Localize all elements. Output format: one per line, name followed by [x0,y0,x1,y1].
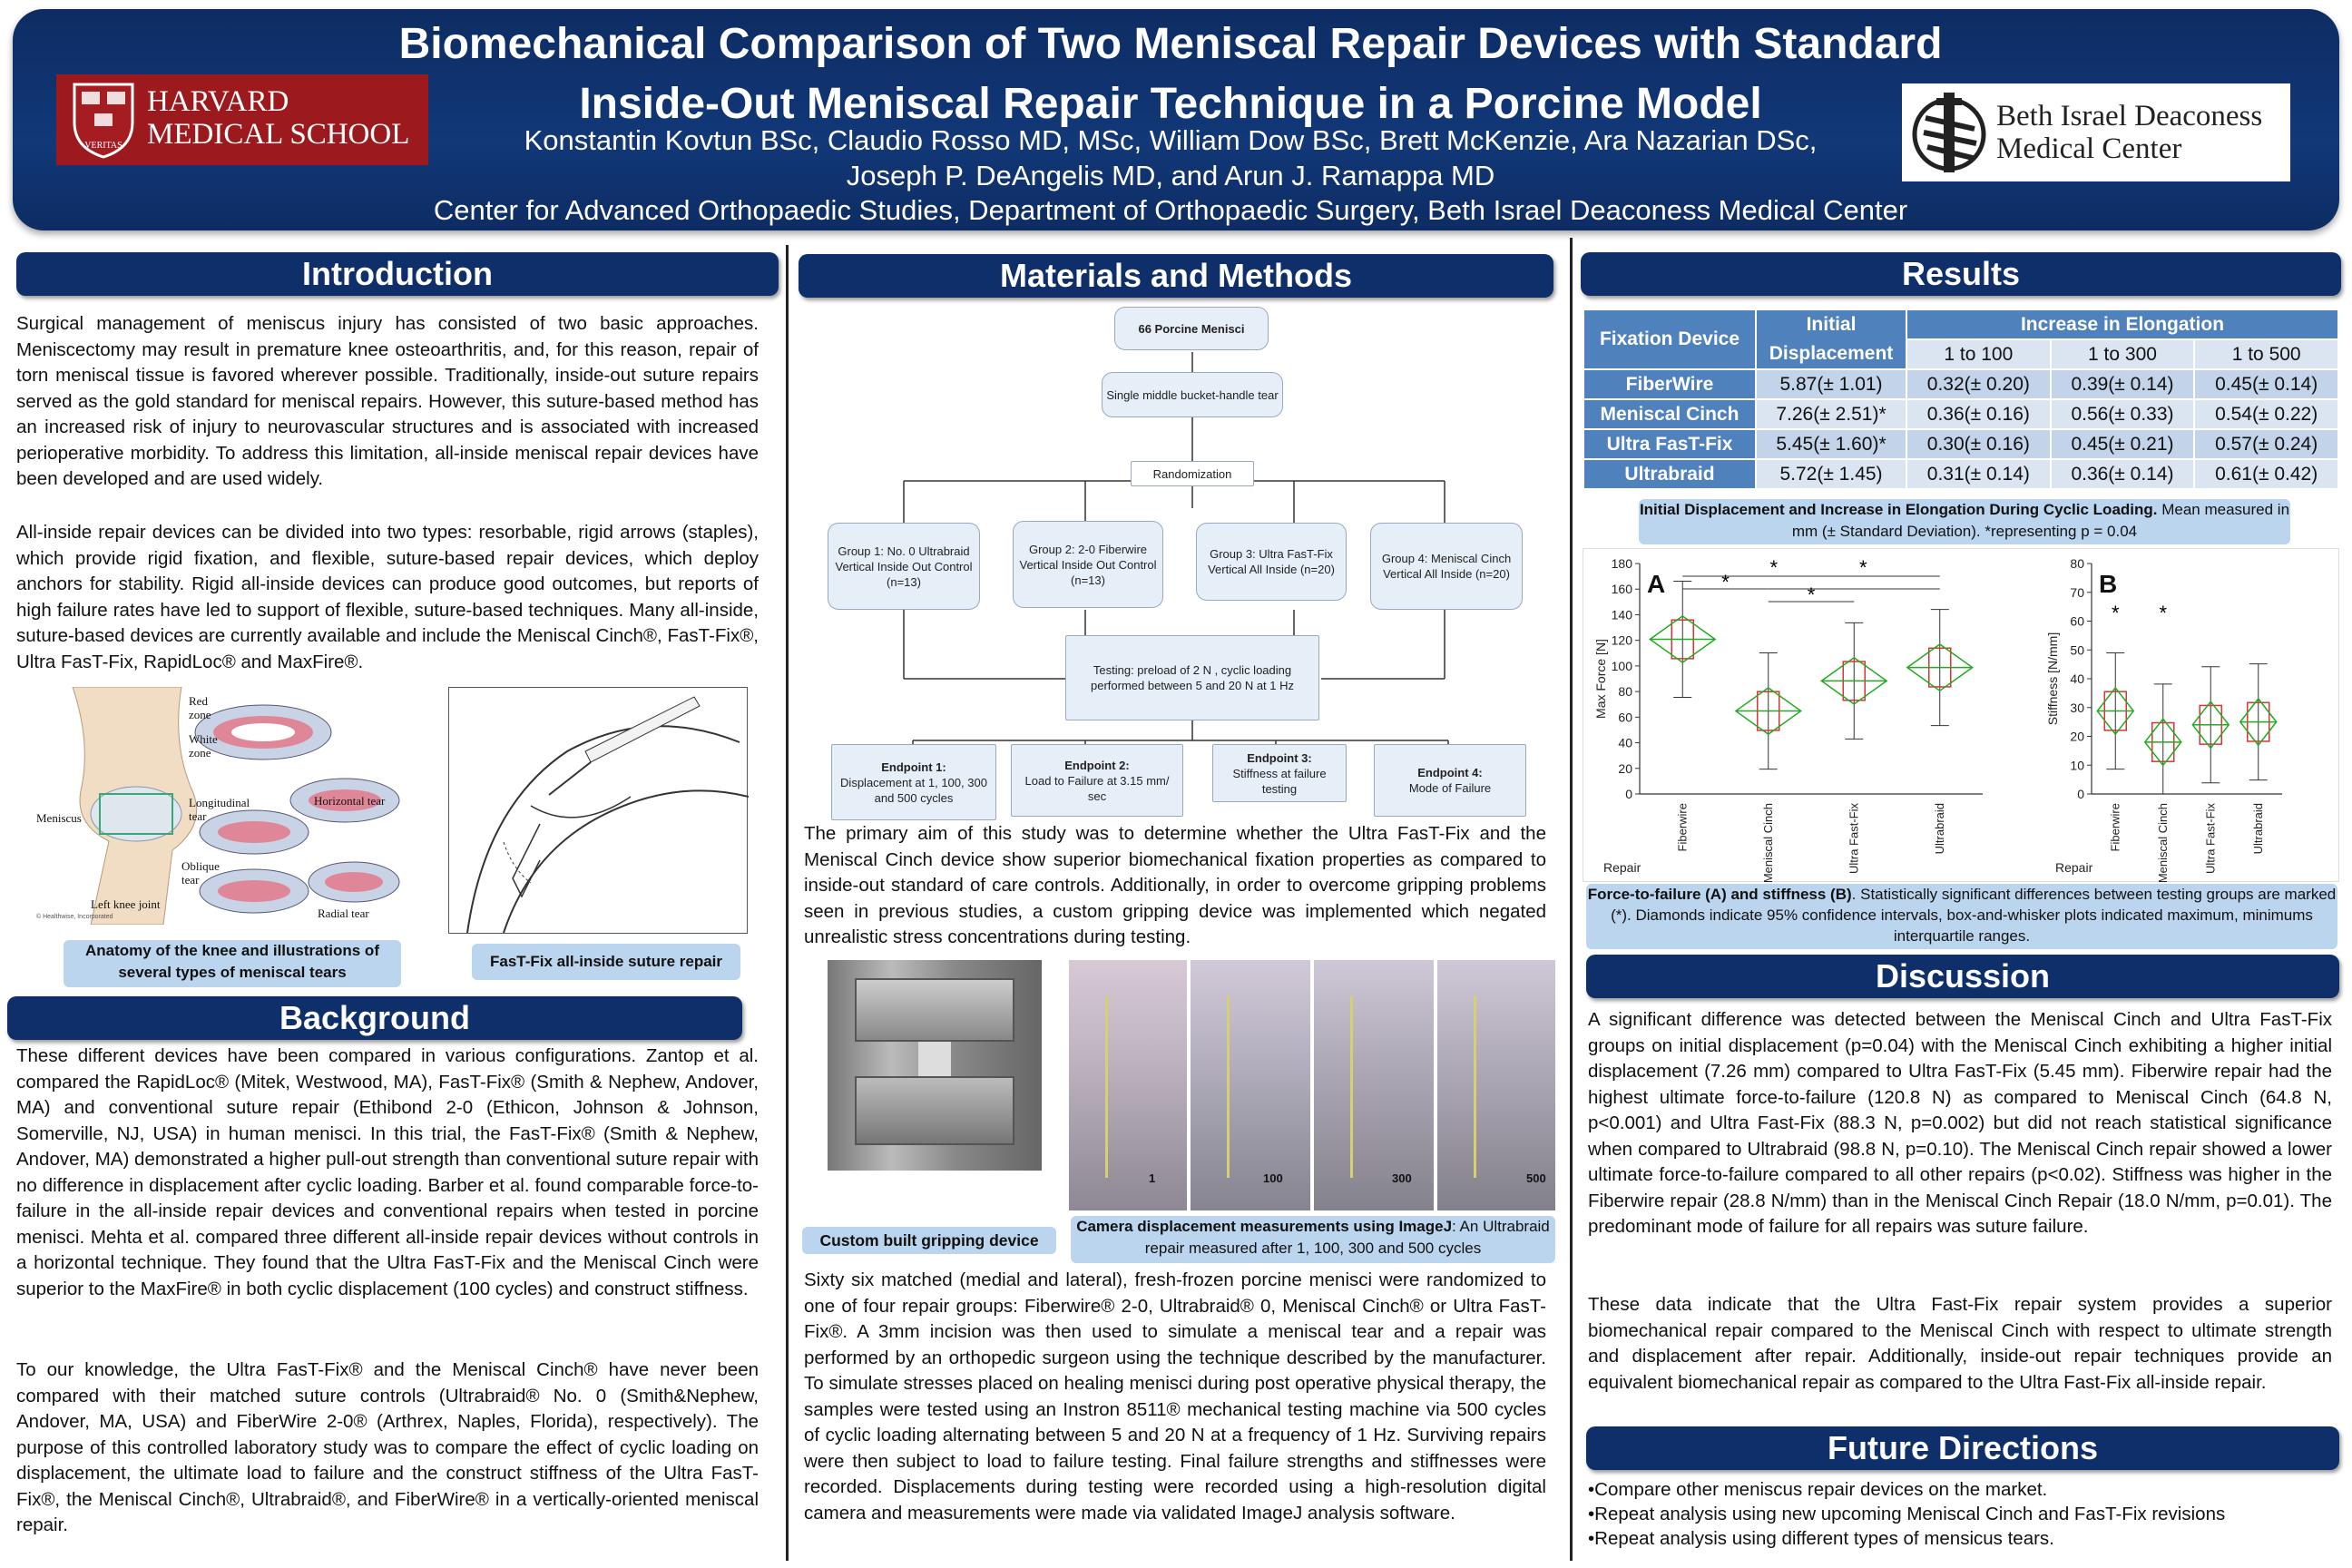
flow-endpoint3-box [1212,744,1347,802]
table-cell: 0.32(± 0.20) [1906,369,2051,399]
table-row [1583,459,2338,489]
significance-star: * [2111,602,2120,624]
table-cell: 0.57(± 0.24) [2194,429,2338,459]
x-tick-label: Ultrabraid [2250,803,2265,855]
flow-group2-box: Group 2: 2-0 Fiberwire Vertical Inside Out Control (n=13) [1013,521,1163,608]
knee-anatomy-figure [36,687,417,925]
camera-caption [1071,1216,1555,1263]
table-cell: 0.45(± 0.21) [2051,429,2195,459]
discussion-heading: Discussion [1586,955,2339,998]
label-white-zone: White zone [189,732,218,760]
camera-photo-label-1: 1 [1149,1171,1156,1185]
endpoint3-title: Endpoint 3: [1247,750,1312,765]
box-plot-charts [1583,549,2340,883]
panel-label: A [1647,570,1666,598]
x-tick-label: Ultra Fast-Fix [2203,803,2218,874]
endpoint4-title: Endpoint 4: [1417,766,1483,779]
chart-caption-bold: Force-to-failure (A) and stiffness (B) [1587,886,1852,903]
table-cell: 0.56(± 0.33) [2051,399,2195,429]
table-cell: 7.26(± 2.51)* [1756,399,1906,429]
gripping-device-caption: Custom built gripping device [802,1227,1056,1254]
y-tick-label: 40 [2070,671,2084,686]
background-paragraph-2: To our knowledge, the Ultra FasT-Fix® and the Meniscal Cinch® have never been compared with their matched suture controls (Ultrabraid® No. 0 (Smith&Nephew, Andover, MA, USA) and FiberWire 2-0® (Arthrex, Naples, Florida), respectively). The purpose of this controlled laboratory study was to compare the effect of cyclic loading on displacement, the ultimate load to failure and the construct stiffness of the Ultra FasT-Fix®, the Meniscal Cinch®, Ultrabraid®, and FiberWire® in a vertically-oriented meniscal repair. [16,1359,759,1535]
background-paragraph-1: These different devices have been compared in various configurations. Zantop et al. compared the RapidLoc® (Mitek, Westwood, MA), FasT-Fix® (Smith & Nephew, Andover, MA) and conventional suture repair (Ethibond 2-0 (Ethicon, Johnson & Johnson, Somerville, NJ, USA) in human menisci. In this trial, the FasT-Fix® (Smith & Nephew, Andover, MA) demonstrated a higher pull-out strength than conventional suture repair with no difference in displacement after cyclic loading. Barber et al. found comparable force-to-failure in the all-inside repair devices and conventional repairs when tested in porcine menisci. Mehta et al. compared three different all-inside repair devices without controls in a horizontal technique. They found that the Ultra FasT-Fix and the Meniscal Cinch were superior to the MaxFire® in both cyclic displacement (100 cycles) and construct stiffness. [16,1045,759,1299]
x-tick-label: Meniscal Cinch [2155,803,2170,883]
camera-photo-500 [1437,960,1555,1210]
bidmc-emblem-icon [1906,87,1993,178]
results-table-caption [1639,499,2290,544]
discussion-paragraph-2: These data indicate that the Ultra Fast-Fix repair system provides a superior biomechanical repair compared to the Meniscal Cinch with respect to ultimate strength and displacement after repair. Additionally, inside-out repair techniques provide an equivalent biomechanical repair as compared to the Ultra Fast-Fix all-inside repair. [1588,1294,2332,1393]
table-cell: 5.45(± 1.60)* [1756,429,1906,459]
table-cell: 0.39(± 0.14) [2051,369,2195,399]
table-row-label: FiberWire [1583,369,1756,399]
table-cell: 0.54(± 0.22) [2194,399,2338,429]
x-tick-label: Fiberwire [2108,803,2122,852]
flow-group3-box: Group 3: Ultra FasT-Fix Vertical All Inside (n=20) [1196,523,1347,601]
y-tick-label: 60 [1618,710,1632,725]
table-cell: 0.61(± 0.42) [2194,459,2338,489]
camera-photo-label-500: 500 [1526,1171,1546,1185]
table-row [1583,369,2338,399]
x-tick-label: Meniscal Cinch [1760,803,1775,883]
y-axis-label: Stiffness [N/mm] [2045,632,2060,726]
table-header-initial-2: Displacement [1756,339,1906,369]
table-caption-rest: Mean measured in mm (± Standard Deviation). *representing p = 0.04 [1791,501,2290,540]
table-subheader: 1 to 100 [1906,339,2051,369]
column-divider-left [786,245,789,1561]
x-tick-label: Ultrabraid [1932,803,1946,855]
results-table [1583,309,2339,490]
y-axis-label: Max Force [N] [1593,639,1608,719]
future-directions-heading: Future Directions [1586,1426,2339,1470]
y-tick-label: 180 [1611,556,1632,571]
table-cell: 5.87(± 1.01) [1756,369,1906,399]
chart-caption-rest: . Statistically significant differences between testing groups are marked (*). Diamonds indicate 95% confidence intervals, box-and-whisker plots indicated maximum, minimums interquartile ranges. [1611,886,2337,945]
bidmc-logo-line2: Medical Center [1996,132,2182,165]
x-tick-label: Ultra Fast-Fix [1847,803,1861,874]
methods-heading: Materials and Methods [799,254,1553,298]
knee-anatomy-caption: Anatomy of the knee and illustrations of several types of meniscal tears [64,940,401,987]
flow-endpoint1-box [831,744,996,820]
table-cell: 0.30(± 0.16) [1906,429,2051,459]
significance-star: * [2159,602,2168,624]
poster-title-line1: Biomechanical Comparison of Two Meniscal Repair Devices with Standard [398,20,1943,68]
fastfix-figure [448,687,748,934]
endpoint1-text: Displacement at 1, 100, 300 and 500 cycles [840,775,987,805]
y-tick-label: 100 [1611,658,1632,673]
y-tick-label: 70 [2070,584,2084,600]
methods-paragraph-2: Sixty six matched (medial and lateral), fresh-frozen porcine menisci were randomized to one of four repair groups: Fiberwire® 2-0, Ultrabraid® 0, Meniscal Cinch® or Ultra FasT-Fix®. A 3mm incision was then used to simulate a meniscal tear and a repair was performed by an orthopedic surgeon using the technique described by the manufacturer. To simulate stresses placed on healing menisci during post operative physical therapy, the samples were tested using an Instron 8511® mechanical testing machine via 500 cycles of cyclic loading alternating between 5 and 20 N at a frequency of 1 Hz. Surviving repairs were then subject to load to failure testing. Final failure strengths and stiffnesses were recorded. Displacements during testing were recorded using a high-resolution digital camera and measurements were made via validated ImageJ analysis software. [804,1269,1546,1524]
camera-photo-1 [1069,960,1187,1210]
column-divider-right [1570,238,1573,1561]
significance-star: * [1858,556,1867,579]
flow-testing-box: Testing: preload of 2 N , cyclic loading performed between 5 and 20 N at 1 Hz [1065,635,1319,720]
significance-star: * [1769,556,1779,579]
table-header-device: Fixation Device [1583,309,1756,369]
harvard-logo-line2: MEDICAL SCHOOL [147,118,410,151]
label-meniscus: Meniscus [36,811,82,825]
camera-caption-rest: : An Ultrabraid repair measured after 1, 100, 300 and 500 cycles [1144,1218,1550,1257]
flow-group4-box: Group 4: Meniscal Cinch Vertical All Inside (n=20) [1370,523,1523,610]
authors-line2: Joseph P. DeAngelis MD, and Arun J. Ramappa MD [846,160,1495,191]
table-cell: 5.72(± 1.45) [1756,459,1906,489]
fastfix-caption: FasT-Fix all-inside suture repair [472,944,740,980]
endpoint1-title: Endpoint 1: [881,760,946,774]
svg-text:VERITAS: VERITAS [84,141,122,151]
chart-caption [1586,884,2337,949]
methods-flowchart [804,307,1548,820]
endpoint2-title: Endpoint 2: [1064,758,1130,772]
y-tick-label: 60 [2070,613,2084,629]
harvard-shield-icon [67,79,140,161]
table-subheader: 1 to 300 [2051,339,2195,369]
results-heading: Results [1581,252,2341,296]
flow-endpoint2-box [1011,744,1183,817]
bidmc-logo [1902,83,2290,181]
table-row [1583,429,2338,459]
list-item: •Repeat analysis using different types of mensicus tears. [1588,1528,2054,1549]
list-item: •Repeat analysis using new upcoming Meniscal Cinch and FasT-Fix revisions [1588,1504,2226,1524]
x-tick-label: Fiberwire [1675,803,1690,852]
y-tick-label: 50 [2070,642,2084,658]
flow-endpoint4-box [1374,744,1526,817]
table-subheader: 1 to 500 [2194,339,2338,369]
fastfix-illustration [449,688,749,935]
table-cell: 0.31(± 0.14) [1906,459,2051,489]
affiliation: Center for Advanced Orthopaedic Studies, Department of Orthopaedic Surgery, Beth Israel Deaconess Medical Center [433,194,1908,226]
label-left-knee-joint: Left knee joint [91,897,161,911]
methods-paragraph-1: The primary aim of this study was to determine whether the Ultra FasT-Fix and the Meniscal Cinch device show superior biomechanical fixation properties as compared to inside-out standard of care controls. Additionally, in order to overcome gripping problems seen in previous studies, a custom gripping device was implemented which negated unrealistic stress concentrations during testing. [804,823,1546,947]
camera-caption-bold: Camera displacement measurements using ImageJ [1076,1218,1453,1235]
introduction-paragraph-1: Surgical management of meniscus injury has consisted of two basic approaches. Meniscectomy may result in premature knee osteoarthritis, and, for this reason, repair of torn meniscal tissue is favored wherever possible. Traditionally, inside-out suture repairs served as the gold standard for meniscal repairs. However, this suture-based method has an increased risk of injury to neurovascular structures and is associated with increased perioperative morbidity. To address this limitation, all-inside meniscal repair devices have been developed and are used widely. [16,313,759,489]
flow-group1-box: Group 1: No. 0 Ultrabraid Vertical Inside Out Control (n=13) [828,523,980,610]
bidmc-logo-line1: Beth Israel Deaconess [1996,100,2263,132]
x-axis-label: Repair [2055,860,2093,875]
table-caption-bold: Initial Displacement and Increase in Elongation During Cyclic Loading. [1639,501,2158,518]
table-row-label: Ultra FasT-Fix [1583,429,1756,459]
authors-line1: Konstantin Kovtun BSc, Claudio Rosso MD, MSc, William Dow BSc, Brett McKenzie, Ara Nazarian DSc, [524,124,1818,156]
table-cell: 0.36(± 0.14) [2051,459,2195,489]
y-tick-label: 80 [1618,684,1632,700]
label-longitudinal-tear: Longitudinal tear [189,796,250,823]
future-directions-list [1588,1477,2332,1551]
table-row-label: Meniscal Cinch [1583,399,1756,429]
endpoint4-text: Mode of Failure [1408,781,1492,795]
y-tick-label: 0 [1625,787,1632,801]
y-tick-label: 10 [2070,758,2084,773]
table-row [1583,399,2338,429]
y-tick-label: 120 [1611,632,1632,648]
discussion-paragraph-1: A significant difference was detected between the Meniscal Cinch and Ultra FasT-Fix groups on initial displacement (p=0.04) with the Meniscal Cinch exhibiting a higher initial displacement (7.26 mm) compared to Ultra FasT-Fix (5.45 mm). Fiberwire repair had the highest ultimate force-to-failure (120.8 N) as compared to Meniscal Cinch (64.8 N, p<0.001) and Ultra Fast-Fix (88.3 N, p=0.002) but did not reach statistical significance when compared to Ultrabraid (98.8 N, p=0.10). The Meniscal Cinch repair showed a lower ultimate force-to-failure compared to all other repairs (p<0.02). Stiffness was higher in the Fiberwire repair (28.8 N/mm) than in the Meniscal Cinch Repair (18.0 N/mm, p=0.01). The predominant mode of failure for all repairs was suture failure. [1588,1009,2332,1237]
y-tick-label: 160 [1611,582,1632,597]
results-chart-area [1583,548,2339,882]
label-red-zone: Red zone [189,694,211,721]
y-tick-label: 80 [2070,556,2084,571]
significance-star: * [1807,583,1816,606]
camera-photo-label-300: 300 [1392,1171,1412,1185]
poster-title-line2: Inside-Out Meniscal Repair Technique in a Porcine Model [579,80,1762,128]
table-cell: 0.36(± 0.16) [1906,399,2051,429]
significance-star: * [1721,571,1730,593]
background-heading: Background [7,996,742,1040]
label-oblique-tear: Oblique tear [181,859,220,887]
harvard-logo-line1: HARVARD [147,85,289,118]
label-horizontal-tear: Horizontal tear [314,794,386,808]
flow-tear-box: Single middle bucket-handle tear [1102,372,1283,417]
x-axis-label: Repair [1603,860,1642,875]
introduction-heading: Introduction [16,252,779,296]
camera-photo-100 [1191,960,1310,1210]
label-radial-tear: Radial tear [318,906,369,920]
table-row-label: Ultrabraid [1583,459,1756,489]
camera-photo-label-100: 100 [1263,1171,1283,1185]
y-tick-label: 40 [1618,735,1632,750]
y-tick-label: 30 [2070,700,2084,715]
camera-photo-300 [1314,960,1434,1210]
introduction-paragraph-2: All-inside repair devices can be divided into two types: resorbable, rigid arrows (staples), which provide rigid fixation, and flexible, suture-based repair devices, which deploy anchors for stability. Rigid all-inside devices can produce good outcomes, but reports of high failure rates have led to support of flexible, suture-based techniques. Many all-inside, suture-based devices are currently available and include the Meniscal Cinch®, FasT-Fix®, Ultra FasT-Fix, RapidLoc® and MaxFire®. [16,522,759,672]
endpoint3-text: Stiffness at failure testing [1232,766,1327,796]
flow-start-box: 66 Porcine Menisci [1114,307,1269,350]
table-cell: 0.45(± 0.14) [2194,369,2338,399]
endpoint2-text: Load to Failure at 3.15 mm/ sec [1024,773,1170,803]
panel-label: B [2099,570,2118,598]
y-tick-label: 140 [1611,607,1632,622]
y-tick-label: 20 [1618,760,1632,776]
label-copyright: © Healthwise, Incorporated [36,914,113,920]
table-header-increase: Increase in Elongation [1906,309,2338,339]
y-tick-label: 20 [2070,729,2084,744]
y-tick-label: 0 [2077,787,2084,801]
harvard-logo [56,74,428,165]
list-item: •Compare other meniscus repair devices on the market. [1588,1479,2048,1500]
table-header-initial-1: Initial [1756,309,1906,339]
gripping-device-photo [828,960,1042,1171]
flow-randomization-box: Randomization [1131,461,1254,486]
